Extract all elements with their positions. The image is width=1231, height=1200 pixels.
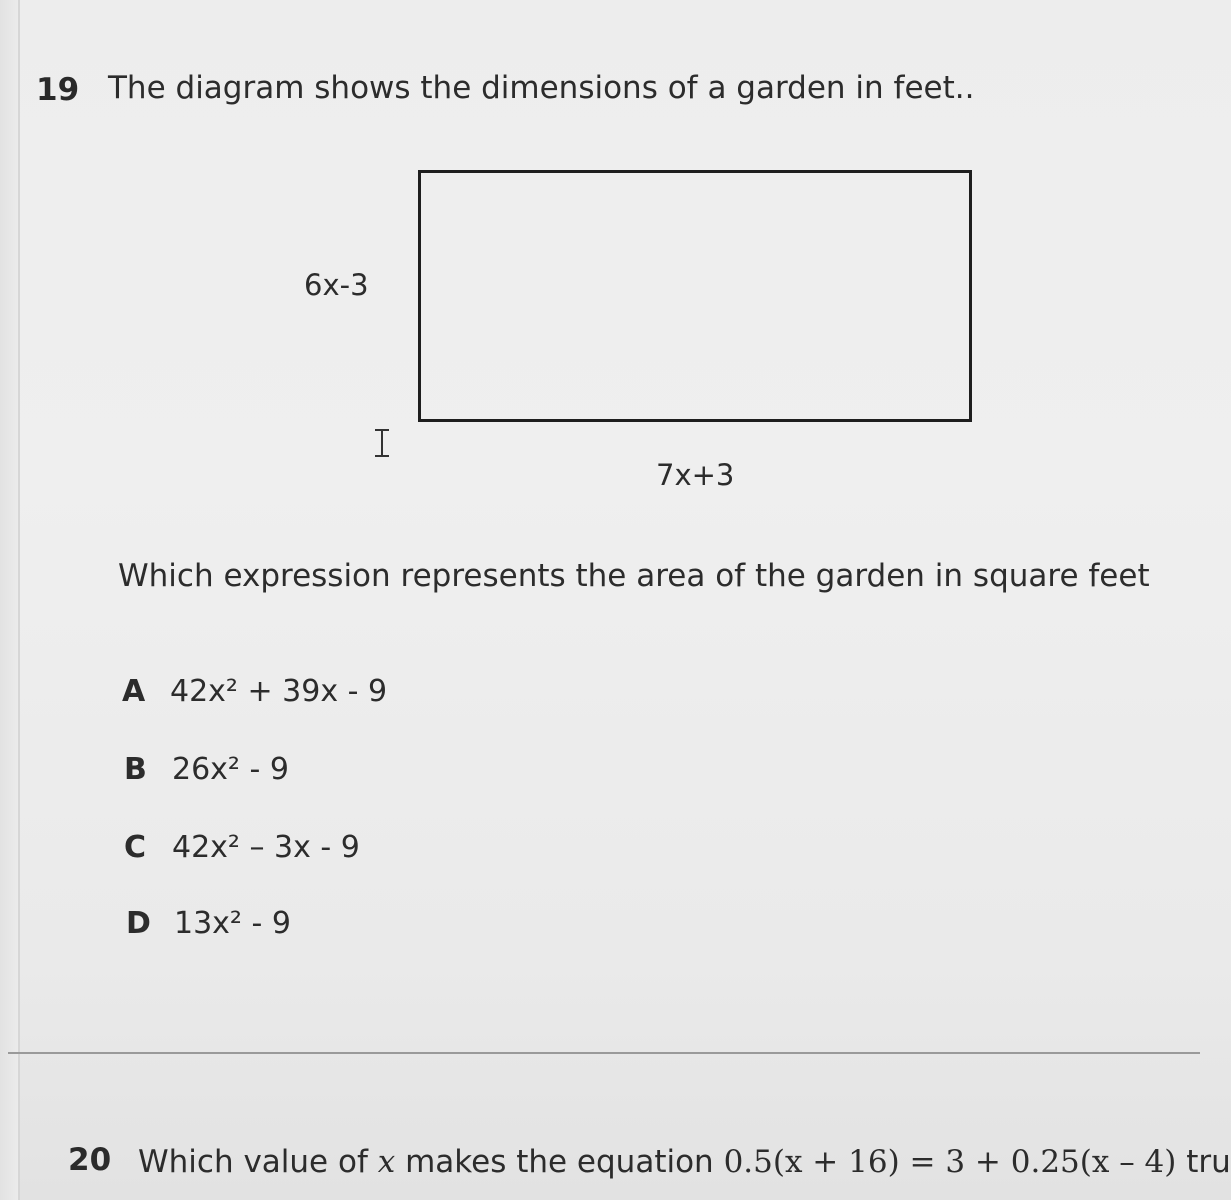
question-20-equation: 0.5(x + 16) = 3 + 0.25(x – 4) [723,1144,1177,1180]
page-left-edge [0,0,20,1200]
choice-c-letter: C [124,830,147,865]
choice-a-letter: A [122,674,146,709]
text-cursor-icon [372,428,392,458]
question-20-text-before: Which value of [138,1144,368,1180]
question-19-prompt: Which expression represents the area of the garden in square feet [118,558,1150,594]
choice-d[interactable] [126,906,291,941]
choice-d-text: 13x² - 9 [174,906,291,941]
question-20-number: 20 [68,1142,112,1178]
choice-c[interactable] [124,830,360,865]
question-20-text-middle: makes the equation [405,1144,714,1180]
choice-b-letter: B [124,752,147,787]
garden-height-label: 6x-3 [304,268,369,302]
question-20-text [138,1144,1231,1180]
choice-b-text: 26x² - 9 [172,752,289,787]
garden-width-label: 7x+3 [656,458,735,492]
question-19-text: The diagram shows the dimensions of a garden in feet.. [108,70,975,106]
question-19-number: 19 [36,72,80,108]
choice-b[interactable] [124,752,289,787]
garden-rectangle [418,170,972,422]
choice-a[interactable] [122,674,387,709]
choice-d-letter: D [126,906,151,941]
question-divider [8,1052,1200,1054]
question-20-variable: x [377,1144,396,1180]
question-20-text-after: tru [1186,1144,1231,1180]
choice-a-text: 42x² + 39x - 9 [170,674,388,709]
choice-c-text: 42x² – 3x - 9 [172,830,360,865]
